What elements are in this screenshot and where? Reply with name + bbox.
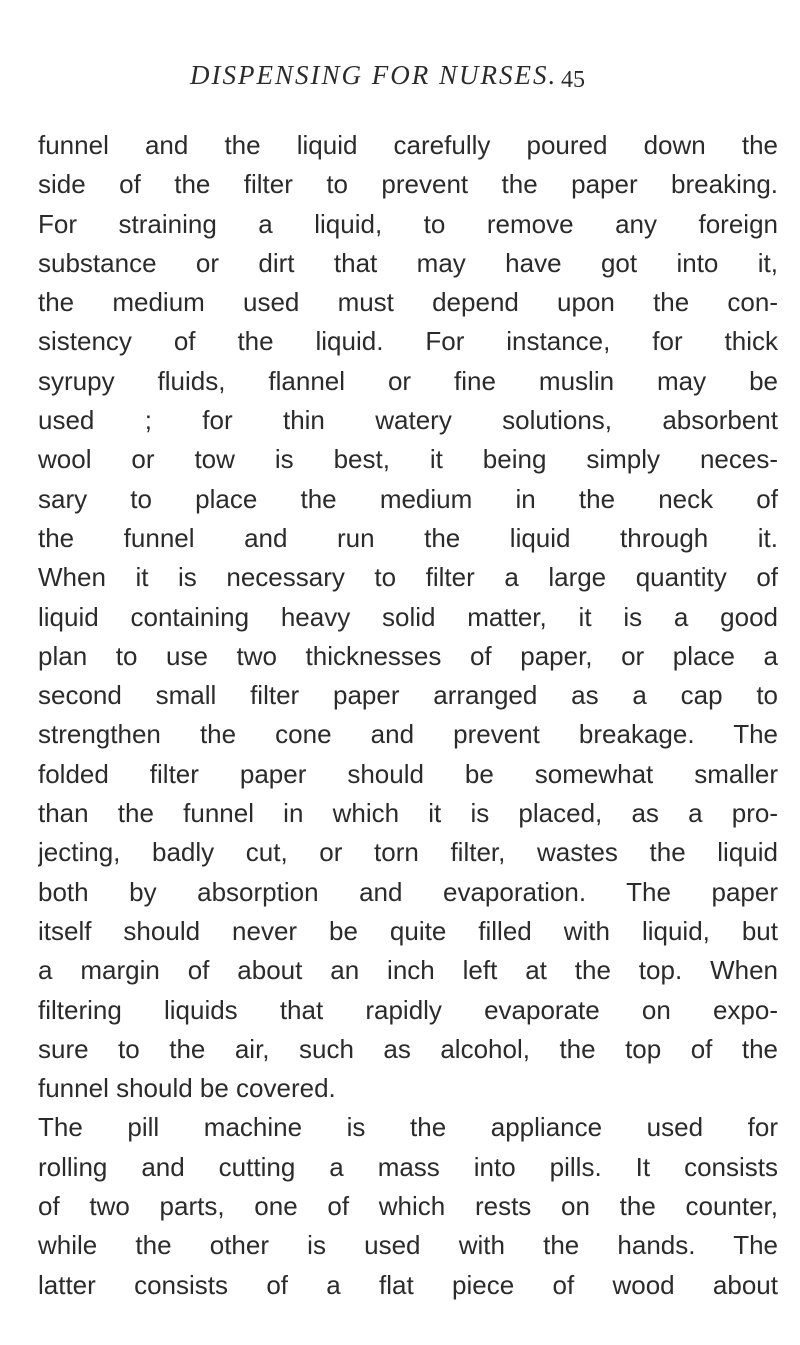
text-line: while the other is used with the hands. The bbox=[38, 1230, 778, 1261]
text-line: rolling and cutting a mass into pills. It consists bbox=[38, 1151, 778, 1182]
text-line: a margin of about an inch left at the top. When bbox=[38, 955, 778, 986]
text-line: than the funnel in which it is placed, as a pro- bbox=[38, 798, 778, 829]
text-line: filtering liquids that rapidly evaporate on expo- bbox=[38, 994, 778, 1025]
text-line: substance or dirt that may have got into it, bbox=[38, 247, 778, 278]
text-line: second small filter paper arranged as a cap to bbox=[38, 680, 778, 711]
paragraph-end-line: funnel should be covered. bbox=[38, 1073, 336, 1104]
text-line: sure to the air, such as alcohol, the top of the bbox=[38, 1033, 778, 1064]
text-line: used ; for thin watery solutions, absorbent bbox=[38, 405, 778, 436]
text-line: wool or tow is best, it being simply neces- bbox=[38, 444, 778, 475]
running-title: DISPENSING FOR NURSES. bbox=[190, 60, 558, 90]
text-line: syrupy fluids, flannel or fine muslin may be bbox=[38, 365, 778, 396]
text-line: latter consists of a flat piece of wood about bbox=[38, 1269, 778, 1300]
text-line: liquid containing heavy solid matter, it is a good bbox=[38, 601, 778, 632]
text-line: side of the filter to prevent the paper breaking. bbox=[38, 169, 778, 200]
text-line: When it is necessary to filter a large quantity of bbox=[38, 562, 778, 593]
page-number: 45 bbox=[561, 67, 585, 93]
body-text bbox=[38, 126, 778, 1305]
running-head bbox=[0, 60, 800, 100]
text-line: funnel and the liquid carefully poured down the bbox=[38, 130, 778, 160]
text-line: plan to use two thicknesses of paper, or place a bbox=[38, 640, 778, 671]
text-line: sary to place the medium in the neck of bbox=[38, 483, 778, 514]
text-line: jecting, badly cut, or torn filter, wastes the liquid bbox=[38, 837, 778, 868]
text-line: folded filter paper should be somewhat smaller bbox=[38, 758, 778, 789]
text-line: sistency of the liquid. For instance, for thick bbox=[38, 326, 778, 357]
text-line: of two parts, one of which rests on the counter, bbox=[38, 1191, 778, 1222]
text-line: the funnel and run the liquid through it. bbox=[38, 522, 778, 553]
text-line: strengthen the cone and prevent breakage. The bbox=[38, 719, 778, 750]
text-line: both by absorption and evaporation. The paper bbox=[38, 876, 778, 907]
text-line: The pill machine is the appliance used for bbox=[38, 1112, 778, 1143]
text-line: itself should never be quite filled with liquid, but bbox=[38, 915, 778, 946]
text-line: the medium used must depend upon the con- bbox=[38, 287, 778, 318]
text-line: For straining a liquid, to remove any foreign bbox=[38, 208, 778, 239]
